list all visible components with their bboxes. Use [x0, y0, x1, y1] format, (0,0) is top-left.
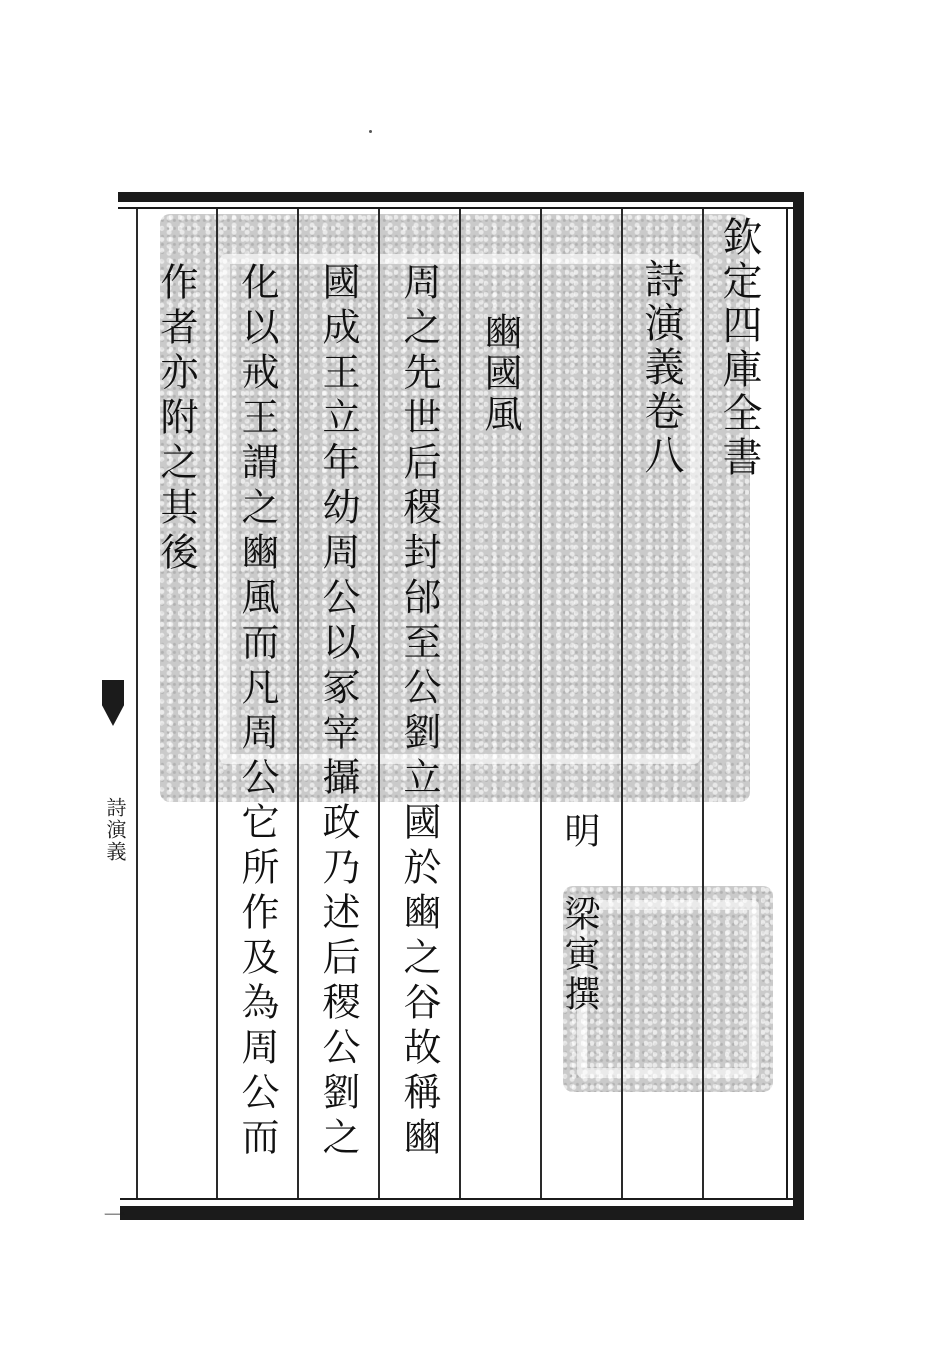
frame-bottom-border	[120, 1206, 804, 1220]
column-rule	[378, 209, 380, 1198]
section-heading: 豳國風	[478, 312, 522, 435]
margin-title: 詩演義	[103, 797, 127, 863]
column-rule	[621, 209, 623, 1198]
fishtail-mark	[102, 680, 124, 726]
column-rule	[702, 209, 704, 1198]
column-rule	[540, 209, 542, 1198]
block-heart-margin	[100, 192, 128, 1226]
paper-speck	[369, 130, 372, 133]
frame-right-border	[793, 192, 804, 1220]
frame-bottom-inner-rule	[120, 1198, 794, 1200]
frame-top-border	[118, 192, 804, 202]
column-rule	[459, 209, 461, 1198]
column-rule	[136, 209, 138, 1198]
column-rule	[216, 209, 218, 1198]
margin-page-number: 一	[100, 1204, 125, 1226]
author-dynasty: 明	[559, 812, 600, 853]
frame-top-inner-rule	[118, 207, 794, 209]
body-line: 周之先世后稷封邰至公劉立國於豳之谷故稱豳	[397, 262, 441, 1162]
frame-right-inner-rule	[786, 207, 788, 1200]
volume-heading: 詩演義卷八	[638, 258, 684, 478]
column-rule	[297, 209, 299, 1198]
book-title: 欽定四庫全書	[716, 216, 762, 480]
body-line: 作者亦附之其後	[154, 262, 198, 577]
body-line: 化以戒王謂之豳風而凡周公它所作及為周公而	[235, 262, 279, 1162]
body-line: 國成王立年幼周公以冢宰攝政乃述后稷公劉之	[316, 262, 360, 1162]
author-line: 梁寅撰	[559, 895, 600, 1015]
